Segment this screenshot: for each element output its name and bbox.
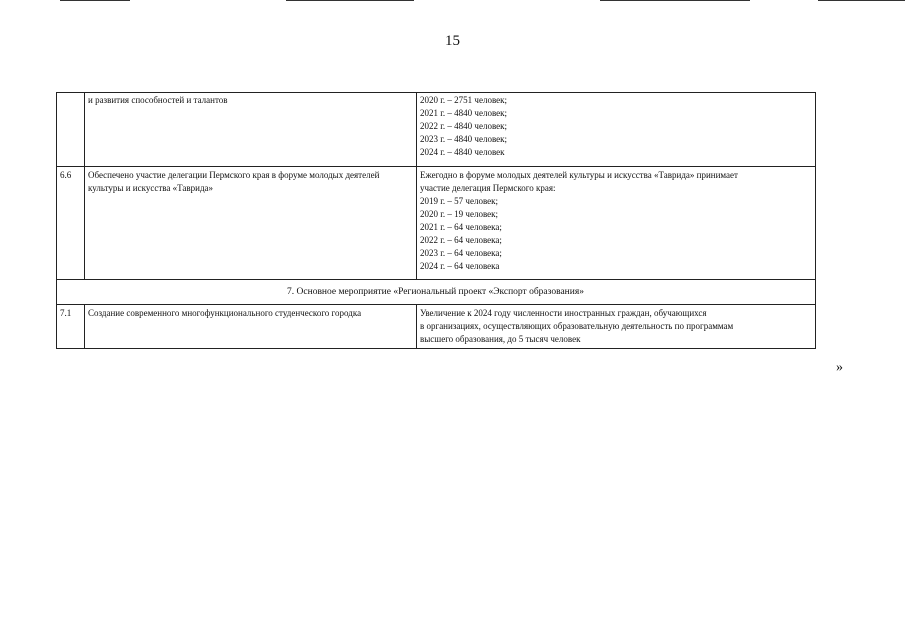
scan-top-line [818,0,905,1]
page-number: 15 [445,33,460,49]
result-line: 2020 г. – 2751 человек; [420,95,508,105]
row-name: и развития способностей и талантов [85,93,417,167]
row-result [417,167,816,280]
section-heading: 7. Основное мероприятие «Региональный проект «Экспорт образования» [57,280,816,305]
result-line: высшего образования, до 5 тысяч человек [420,334,581,344]
table-row [57,167,816,280]
row-number [57,93,85,167]
result-line: 2021 г. – 64 человека; [420,222,502,232]
result-line: 2023 г. – 4840 человек; [420,134,508,144]
result-line: 2020 г. – 19 человек; [420,209,499,219]
results-table [56,92,816,349]
result-line: 2019 г. – 57 человек; [420,196,499,206]
closing-quote: » [836,360,843,375]
scan-top-line [286,0,414,1]
row-name: Создание современного многофункционального студенческого городка [85,305,417,349]
result-line: 2022 г. – 64 человека; [420,235,502,245]
result-line: Ежегодно в форуме молодых деятелей культуры и искусства «Таврида» принимает [420,170,738,180]
scan-top-line [60,0,130,1]
result-line: 2024 г. – 64 человека [420,261,500,271]
result-line: участие делегация Пермского края: [420,183,556,193]
result-line: 2021 г. – 4840 человек; [420,108,508,118]
scan-top-line [600,0,750,1]
row-name: Обеспечено участие делегации Пермского края в форуме молодых деятелей культуры и искусства «Таврида» [85,167,417,280]
table-section-row [57,280,816,305]
row-number: 7.1 [57,305,85,349]
result-line: 2023 г. – 64 человека; [420,248,502,258]
row-result [417,305,816,349]
table-row [57,93,816,167]
result-line: в организациях, осуществляющих образовательную деятельность по программам [420,321,734,331]
result-line: 2022 г. – 4840 человек; [420,121,508,131]
result-line: Увеличение к 2024 году численности иностранных граждан, обучающихся [420,308,707,318]
row-result [417,93,816,167]
table-row [57,305,816,349]
result-line: 2024 г. – 4840 человек [420,147,505,157]
row-number: 6.6 [57,167,85,280]
